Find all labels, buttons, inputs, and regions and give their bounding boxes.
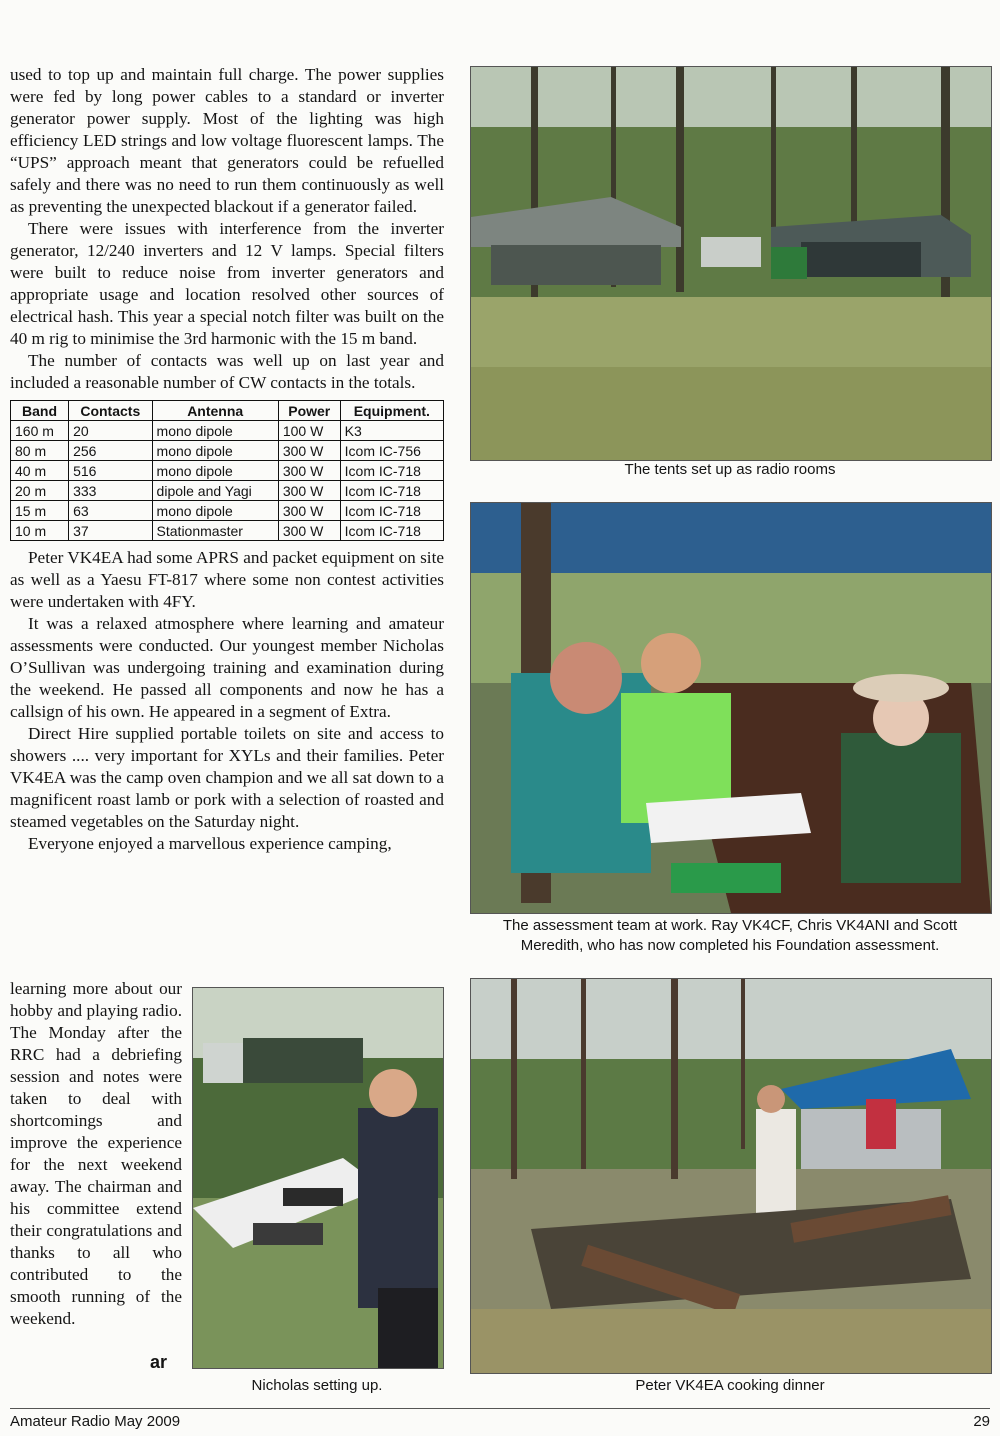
end-mark: ar xyxy=(150,1352,168,1372)
table-header: Band xyxy=(11,401,69,421)
paragraph: used to top up and maintain full charge. The power supplies were fed by long power cables to a standard or inverter generator power supply. Most of the lighting was high efficiency LED strings and low voltage fluorescent lamps. The “UPS” approach meant that generators could be refuelled safely and there was no need to run them continuously as well as preventing the unexpected blackout if a generator failed. xyxy=(10,65,444,216)
table-cell: 300 W xyxy=(278,501,340,521)
table-cell: Stationmaster xyxy=(152,521,278,541)
table-cell: Icom IC-718 xyxy=(340,481,443,501)
paragraph: learning more about our hobby and playing radio. The Monday after the RRC had a debriefing session and notes were taken to deal with shortcomings and improve the experience for the next weekend away. The chairman and his committee extend their congratulations and thanks to all who contributed to the smooth running of the weekend. xyxy=(10,979,182,1328)
left-column xyxy=(10,64,444,855)
table-cell: 300 W xyxy=(278,481,340,501)
table-cell: 100 W xyxy=(278,421,340,441)
cooking-photo-image xyxy=(471,979,991,1373)
table-cell: 10 m xyxy=(11,521,69,541)
caption-line: The assessment team at work. Ray VK4CF, Chris VK4ANI and Scott xyxy=(502,917,958,934)
table-cell: 63 xyxy=(69,501,152,521)
table-cell: mono dipole xyxy=(152,461,278,481)
nicholas-photo-image xyxy=(193,988,443,1368)
table-row xyxy=(11,481,444,501)
narrow-text-column xyxy=(10,978,182,1330)
table-cell: 37 xyxy=(69,521,152,541)
paragraph: It was a relaxed atmosphere where learning and amateur assessments were conducted. Our youngest member Nicholas O’Sullivan was undergoing training and examination during the weekend. He passed all components and now he has a callsign of his own. He appeared in a segment of Extra. xyxy=(10,614,444,721)
table-header: Contacts xyxy=(69,401,152,421)
table-cell: 256 xyxy=(69,441,152,461)
table-cell: mono dipole xyxy=(152,501,278,521)
table-row xyxy=(11,421,444,441)
table-cell: K3 xyxy=(340,421,443,441)
table-cell: mono dipole xyxy=(152,441,278,461)
table-header: Antenna xyxy=(152,401,278,421)
caption-line: Meredith, who has now completed his Foundation assessment. xyxy=(520,937,940,954)
table-cell: Icom IC-718 xyxy=(340,461,443,481)
page-number: 29 xyxy=(973,1413,990,1430)
caption-tents: The tents set up as radio rooms xyxy=(624,461,836,478)
table-header: Power xyxy=(278,401,340,421)
paragraph: Direct Hire supplied portable toilets on site and access to showers .... very important for XYLs and their families. Peter VK4EA was the camp oven champion and we all sat down to a magnificent roast lamb or pork with a selection of roasted and steamed vegetables on the Saturday night. xyxy=(10,724,444,831)
table-header: Equipment. xyxy=(340,401,443,421)
table-cell: 333 xyxy=(69,481,152,501)
table-cell: 80 m xyxy=(11,441,69,461)
caption-nicholas: Nicholas setting up. xyxy=(251,1377,383,1394)
table-header-row xyxy=(11,401,444,421)
table-cell: 15 m xyxy=(11,501,69,521)
table-cell: 516 xyxy=(69,461,152,481)
table-cell: 300 W xyxy=(278,521,340,541)
paragraph: Everyone enjoyed a marvellous experience camping, xyxy=(28,834,392,853)
table-cell: dipole and Yagi xyxy=(152,481,278,501)
table-cell: Icom IC-718 xyxy=(340,501,443,521)
photo-cooking xyxy=(470,978,992,1374)
table-cell: mono dipole xyxy=(152,421,278,441)
tents-photo-image xyxy=(471,67,991,460)
table-row xyxy=(11,501,444,521)
publication-name: Amateur Radio May 2009 xyxy=(10,1413,181,1430)
paragraph: There were issues with interference from the inverter generator, 12/240 inverters and 12 V lamps. Special filters were built to reduce noise from inverter generators and appropriate usage and location resolved other sources of electrical hash. This year a special notch filter was built on the 40 m rig to minimise the 3rd harmonic with the 15 m band. xyxy=(10,219,444,348)
assessment-photo-image xyxy=(471,503,991,913)
paragraph: The number of contacts was well up on last year and included a reasonable number of CW contacts in the totals. xyxy=(10,351,444,392)
table-cell: 300 W xyxy=(278,461,340,481)
contacts-table xyxy=(10,400,444,541)
caption-assessment xyxy=(470,916,990,956)
table-cell: Icom IC-756 xyxy=(340,441,443,461)
table-row xyxy=(11,461,444,481)
paragraph: Peter VK4EA had some APRS and packet equipment on site as well as a Yaesu FT-817 where some non contest activities were undertaken with 4FY. xyxy=(10,548,444,611)
photo-tents xyxy=(470,66,992,461)
table-cell: Icom IC-718 xyxy=(340,521,443,541)
table-row xyxy=(11,521,444,541)
table-cell: 20 xyxy=(69,421,152,441)
photo-nicholas xyxy=(192,987,444,1369)
table-row xyxy=(11,441,444,461)
table-cell: 20 m xyxy=(11,481,69,501)
photo-assessment xyxy=(470,502,992,914)
table-cell: 160 m xyxy=(11,421,69,441)
caption-cooking: Peter VK4EA cooking dinner xyxy=(635,1377,825,1394)
table-cell: 40 m xyxy=(11,461,69,481)
table-cell: 300 W xyxy=(278,441,340,461)
page-footer xyxy=(10,1408,990,1431)
